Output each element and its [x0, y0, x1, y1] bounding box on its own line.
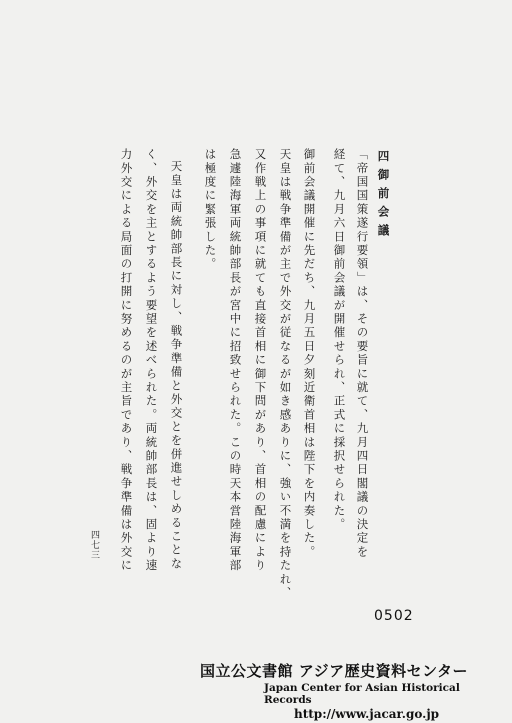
text-column-1: 「帝国国策遂行要領」は、その要旨に就て、九月四日閣議の決定を [355, 148, 370, 559]
text-column-10: 力外交による局面の打開に努めるのが主旨であり、戦争準備は外交に [119, 148, 134, 573]
archive-url-link[interactable]: http://www.jacar.go.jp [294, 707, 440, 721]
text-column-2: 経て、九月六日御前会議が開催せられ、正式に採択せられた。 [332, 148, 347, 532]
section-heading: 四御前会議 [376, 150, 391, 243]
text-column-5: 又作戦上の事項に就ても直接首相に御下問があり、首相の配慮により [253, 148, 268, 573]
archive-org-name-jp: 国立公文書館 アジア歴史資料センター [200, 662, 469, 680]
archive-footer [200, 660, 500, 721]
archive-org-name-en: Japan Center for Asian Historical Records [264, 682, 460, 706]
text-column-4: 天皇は戦争準備が主で外交が従なるが如き感ありに、強い不満を持たれ、 [278, 148, 293, 601]
text-column-7: は極度に緊張した。 [203, 148, 218, 272]
reference-number: 0502 [374, 608, 414, 624]
page-number: 四七三 [89, 530, 99, 560]
text-column-3: 御前会議開催に先だち、九月五日夕刻近衛首相は陛下を内奏した。 [302, 148, 317, 559]
text-column-6: 急遽陸海軍両統帥部長が宮中に招致せられた。この時天本営陸海軍部 [228, 148, 243, 573]
text-column-8: 天皇は両統帥部長に対し、戦争準備と外交とを併進せしめることな [169, 160, 184, 571]
text-column-9: く、外交を主とするよう要望を述べられた。両統帥部長は、固より速 [144, 148, 159, 573]
